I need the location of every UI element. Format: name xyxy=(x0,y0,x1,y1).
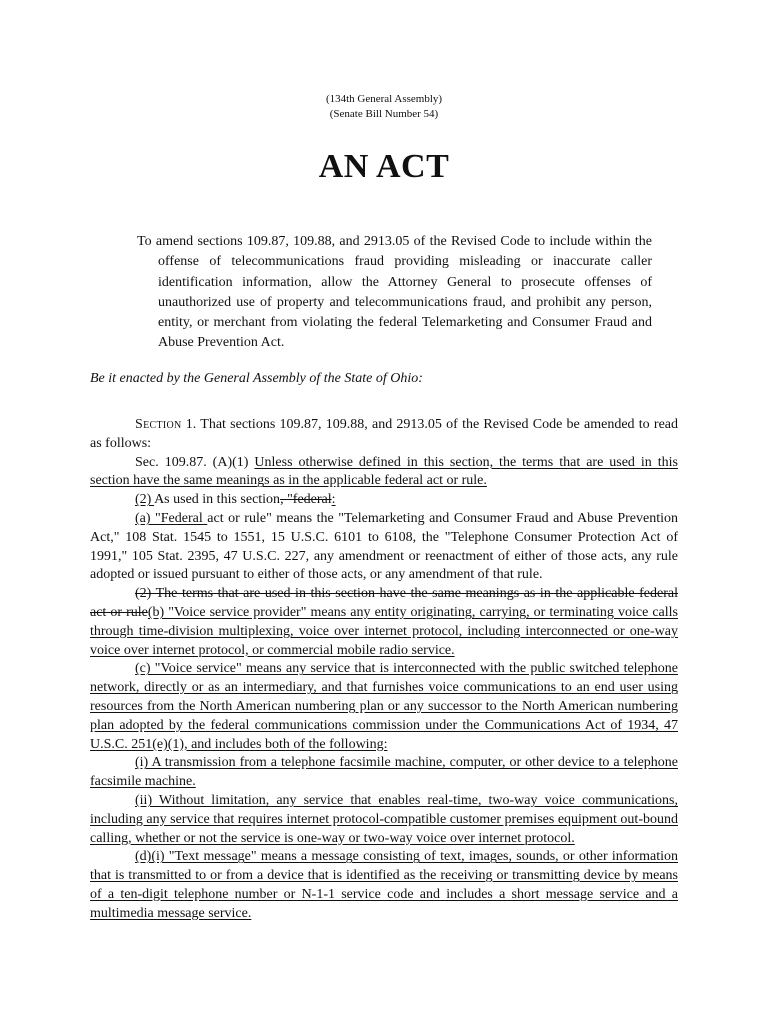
bill-number-line: (Senate Bill Number 54) xyxy=(329,108,439,120)
bill-paragraph xyxy=(90,792,678,848)
bill-paragraph xyxy=(90,754,678,792)
bill-paragraph xyxy=(90,416,678,454)
inserted-text: (b) "Voice service provider" means any entity originating, carrying, or terminating voice calls through time-division multiplexing, voice over internet protocol, including interconnected or one-way voice over internet protocol, or commercial mobile radio service. xyxy=(90,604,678,658)
bill-paragraph xyxy=(90,491,678,510)
inserted-text: (a) "Federal xyxy=(135,510,208,526)
inserted-text: (c) "Voice service" means any service that is interconnected with the public switched telephone network, directly or as an intermediary, and that furnishes voice communications to an end user using resources from the North American numbering plan or any successor to the North American numbering plan adopted by the federal communications commission under the Communications Act of 1934, 47 U.S.C. 251(e)(1), and includes both of the following: xyxy=(90,661,678,752)
assembly-line: (134th General Assembly) xyxy=(325,93,443,105)
inserted-text: (2) xyxy=(135,492,155,508)
struck-text: , "federal xyxy=(280,492,332,508)
struck-text: (2) The terms that are used in this section have the same meanings as in the applicable federal act or rule xyxy=(90,586,678,620)
paragraph-text: 1. That sections 109.87, 109.88, and 2913.05 of the Revised Code be amended to read as follows: xyxy=(90,417,678,451)
bill-header xyxy=(0,92,768,122)
enacting-clause: Be it enacted by the General Assembly of the State of Ohio: xyxy=(90,371,423,386)
purpose-clause: To amend sections 109.87, 109.88, and 2913.05 of the Revised Code to include within the offense of telecommunications fraud providing misleading or inaccurate caller identification information, allow the Attorney General to prosecute offenses of unauthorized use of property and telecommunications fraud, and prohibit any person, entity, or merchant from violating the federal Telemarketing and Consumer Fraud and Abuse Prevention Act. xyxy=(137,234,652,351)
act-title: AN ACT xyxy=(318,148,450,185)
inserted-text: (ii) Without limitation, any service that enables real-time, two-way voice communications, including any service that requires internet protocol-compatible customer premises equipment out-bound calling, whether or not the service is one-way or two-way voice over internet protocol. xyxy=(90,792,678,846)
bill-body xyxy=(90,416,678,924)
bill-paragraph xyxy=(90,510,678,585)
bill-paragraph xyxy=(90,585,678,660)
bill-paragraph xyxy=(90,848,678,923)
paragraph-text: act or rule" means the "Telemarketing and Consumer Fraud and Abuse Prevention Act," 108 Stat. 1545 to 1551, 15 U.S.C. 6101 to 6108, the "Telephone Consumer Protection Act of 1991," 105 Stat. 2395, 47 U.S.C. 227, any amendment or reenactment of either of those acts, any rule adopted or issued pursuant to either of those acts, or any amendment of that rule. xyxy=(90,510,678,583)
inserted-text: Unless otherwise defined in this section, the terms that are used in this section have the same meanings as in the applicable federal act or rule. xyxy=(90,454,678,489)
paragraph-text: As used in this section xyxy=(154,492,281,508)
inserted-text: (d)(i) "Text message" means a message consisting of text, images, sounds, or other information that is transmitted to or from a device that is identified as the receiving or transmitting device by means of a ten-digit telephone number or N-1-1 service code and includes a short message service and a multimedia message service. xyxy=(90,849,678,921)
paragraph-text: Sec. 109.87. (A)(1) xyxy=(135,454,255,470)
inserted-text: (i) A transmission from a telephone facsimile machine, computer, or other device to a telephone facsimile machine. xyxy=(90,755,678,790)
bill-paragraph xyxy=(90,660,678,754)
section-label: Section xyxy=(135,417,182,432)
inserted-text: : xyxy=(331,492,336,508)
bill-paragraph xyxy=(90,454,678,492)
